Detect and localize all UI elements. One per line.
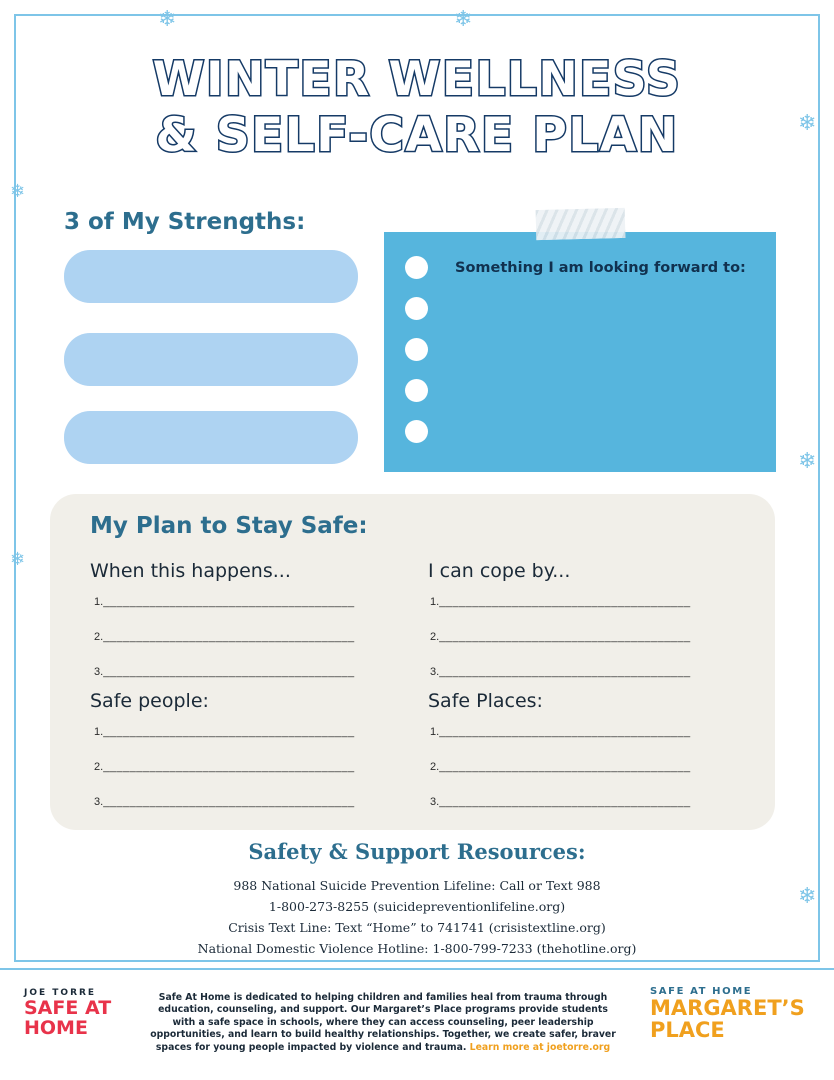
page-title: [0, 52, 834, 164]
snowflake-icon: ❄: [454, 6, 473, 31]
resource-line-3: Crisis Text Line: Text “Home” to 741741 (crisistextline.org): [228, 920, 606, 935]
footer-description: [148, 992, 618, 1054]
margarets-place-line-2: PLACE: [650, 1018, 725, 1042]
plan-column-heading-when: When this happens...: [90, 560, 291, 582]
snowflake-icon: ❄: [798, 883, 817, 908]
page-title-line-1: WINTER WELLNESS: [152, 52, 682, 107]
snowflake-icon: ❄: [10, 181, 26, 201]
safe-at-home-logo: [24, 988, 144, 1038]
resources-title: Safety & Support Resources:: [248, 839, 586, 864]
plan-column-heading-places: Safe Places:: [428, 690, 543, 712]
plan-line-when-1[interactable]: 1.______________________________________: [94, 596, 355, 608]
plan-column-heading-cope: I can cope by...: [428, 560, 571, 582]
footer-description-text: Safe At Home is dedicated to helping children and families heal from trauma through education, counseling, and support. Our Margaret’s Place programs provide students with a safe space in schools, where they can access counseling, peer leadership opportunities, and learn to build healthy relationships. Together, we create safer, braver spaces for young people impacted by violence and trauma.: [150, 992, 616, 1053]
plan-line-people-2[interactable]: 2.______________________________________: [94, 761, 355, 773]
plan-line-cope-2[interactable]: 2.______________________________________: [430, 631, 691, 643]
plan-line-places-3[interactable]: 3.______________________________________: [430, 796, 691, 808]
plan-line-places-2[interactable]: 2.______________________________________: [430, 761, 691, 773]
strength-input-2[interactable]: [64, 333, 358, 386]
looking-forward-bullet-5[interactable]: [405, 420, 428, 443]
margarets-place-logo: [650, 986, 820, 1041]
tape-strip-icon: [536, 208, 626, 240]
margarets-place-top-label: SAFE AT HOME: [650, 986, 753, 997]
plan-line-when-3[interactable]: 3.______________________________________: [94, 666, 355, 678]
safety-plan-panel: [50, 494, 775, 830]
snowflake-icon: ❄: [10, 549, 26, 569]
page-title-line-2: & SELF-CARE PLAN: [155, 108, 679, 163]
strengths-heading: 3 of My Strengths:: [64, 209, 306, 235]
plan-line-people-3[interactable]: 3.______________________________________: [94, 796, 355, 808]
plan-line-cope-3[interactable]: 3.______________________________________: [430, 666, 691, 678]
looking-forward-bullet-2[interactable]: [405, 297, 428, 320]
plan-line-people-1[interactable]: 1.______________________________________: [94, 726, 355, 738]
safe-at-home-line-2: HOME: [24, 1017, 88, 1039]
safety-plan-title: My Plan to Stay Safe:: [90, 513, 368, 539]
looking-forward-bullet-1[interactable]: [405, 256, 428, 279]
joe-torre-label: JOE TORRE: [24, 988, 97, 998]
snowflake-icon: ❄: [798, 448, 817, 473]
snowflake-icon: ❄: [798, 110, 817, 135]
safe-at-home-line-1: SAFE AT: [24, 997, 112, 1019]
snowflake-icon: ❄: [158, 6, 177, 31]
footer-link[interactable]: Learn more at joetorre.org: [469, 1041, 611, 1053]
looking-forward-heading: Something I am looking forward to:: [455, 260, 746, 276]
plan-line-cope-1[interactable]: 1.______________________________________: [430, 596, 691, 608]
resource-line-2: 1-800-273-8255 (suicidepreventionlifeline.org): [268, 899, 566, 914]
plan-column-heading-people: Safe people:: [90, 690, 209, 712]
resource-line-4: National Domestic Violence Hotline: 1-800-799-7233 (thehotline.org): [197, 941, 637, 956]
strength-input-1[interactable]: [64, 250, 358, 303]
looking-forward-bullet-3[interactable]: [405, 338, 428, 361]
resource-line-1: 988 National Suicide Prevention Lifeline: Call or Text 988: [233, 878, 601, 893]
strength-input-3[interactable]: [64, 411, 358, 464]
margarets-place-line-1: MARGARET’S: [650, 996, 805, 1020]
plan-line-when-2[interactable]: 2.______________________________________: [94, 631, 355, 643]
plan-line-places-1[interactable]: 1.______________________________________: [430, 726, 691, 738]
looking-forward-bullet-4[interactable]: [405, 379, 428, 402]
